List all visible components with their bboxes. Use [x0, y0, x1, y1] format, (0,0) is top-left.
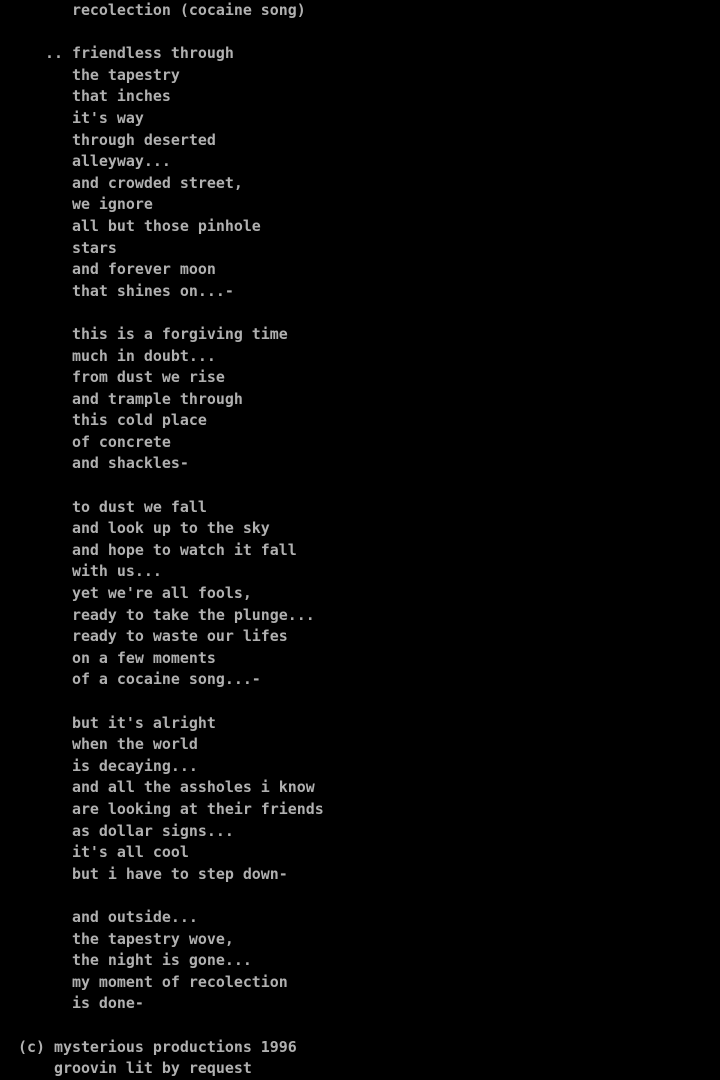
- text-line: ready to take the plunge...: [0, 605, 315, 624]
- text-line: through deserted: [0, 130, 216, 149]
- text-line: when the world: [0, 735, 198, 754]
- text-line: this is a forgiving time: [0, 324, 288, 343]
- text-line: .. friendless through: [0, 44, 234, 63]
- text-line: the tapestry wove,: [0, 929, 234, 948]
- text-line: [0, 302, 720, 324]
- text-line: stars: [0, 238, 117, 257]
- text-line: on a few moments: [0, 648, 216, 667]
- text-line: [0, 691, 720, 713]
- text-line: [0, 475, 720, 497]
- text-line: [0, 1015, 720, 1037]
- text-line: but i have to step down-: [0, 864, 288, 883]
- text-line: is decaying...: [0, 756, 198, 775]
- text-line: and all the assholes i know: [0, 778, 315, 797]
- text-line: this cold place: [0, 411, 207, 430]
- text-line: from dust we rise: [0, 368, 225, 387]
- text-line: of concrete: [0, 432, 171, 451]
- text-line: my moment of recolection: [0, 972, 288, 991]
- text-line: the tapestry: [0, 65, 180, 84]
- text-line: and outside...: [0, 907, 198, 926]
- text-line: (c) mysterious productions 1996: [0, 1037, 297, 1056]
- text-line: that inches: [0, 87, 171, 106]
- text-line: alleyway...: [0, 152, 171, 171]
- text-line: it's way: [0, 108, 144, 127]
- text-line: yet we're all fools,: [0, 584, 252, 603]
- text-line: it's all cool: [0, 843, 189, 862]
- text-line: groovin lit by request: [0, 1059, 252, 1078]
- text-line: and trample through: [0, 389, 243, 408]
- text-line: of a cocaine song...-: [0, 670, 261, 689]
- text-line: that shines on...-: [0, 281, 234, 300]
- text-line: recolection (cocaine song): [0, 1, 306, 19]
- text-line: is done-: [0, 994, 144, 1013]
- text-line: and forever moon: [0, 260, 216, 279]
- text-line: much in doubt...: [0, 346, 216, 365]
- text-line: and look up to the sky: [0, 519, 270, 538]
- text-line: but it's alright: [0, 713, 216, 732]
- text-line: [0, 885, 720, 907]
- text-line: all but those pinhole: [0, 216, 261, 235]
- text-line: as dollar signs...: [0, 821, 234, 840]
- text-line: with us...: [0, 562, 162, 581]
- text-line: and shackles-: [0, 454, 189, 473]
- text-line: are looking at their friends: [0, 799, 324, 818]
- text-line: [0, 22, 720, 44]
- text-line: to dust we fall: [0, 497, 207, 516]
- text-line: ready to waste our lifes: [0, 627, 288, 646]
- text-line: we ignore: [0, 195, 153, 214]
- text-line: and crowded street,: [0, 173, 243, 192]
- text-line: the night is gone...: [0, 951, 252, 970]
- text-line: and hope to watch it fall: [0, 540, 297, 559]
